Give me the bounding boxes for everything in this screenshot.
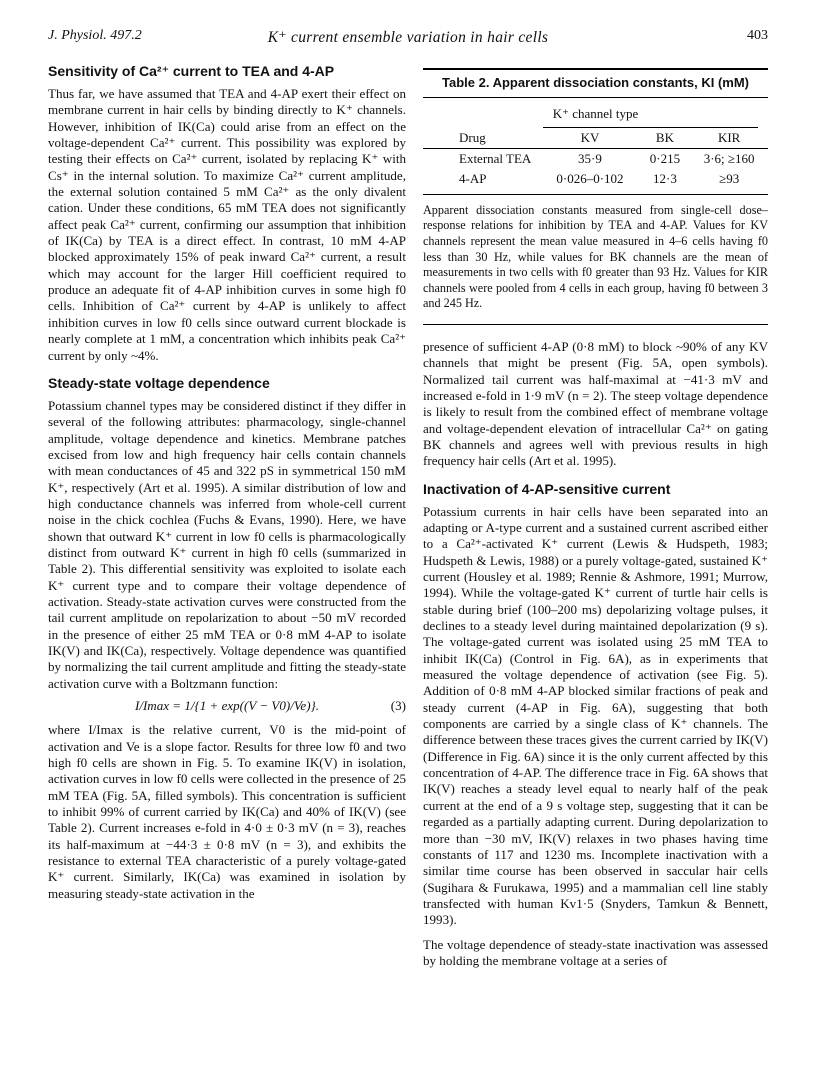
- dissociation-table: [423, 128, 768, 190]
- section-title-inactivation: Inactivation of 4-AP-sensitive current: [423, 480, 671, 497]
- left-column: [48, 62, 406, 902]
- cell-kv: 35·9: [578, 151, 602, 167]
- cell-kir: ≥93: [719, 171, 740, 187]
- table-header-row: [423, 128, 768, 148]
- section-title-calcium-sensitivity: Sensitivity of Ca²⁺ current to TEA and 4-AP: [48, 63, 335, 79]
- header-kir: KIR: [717, 129, 741, 145]
- paragraph-inactivation: Potassium currents in hair cells have been separated into an adapting or A-type current and a sustained current ascribed either to a Ca²⁺-activated K⁺ current (Lewis & Hudspeth, 1983; Hudspeth & Lewis, 1988) or a purely voltage-gated, sustained K⁺ current (Housley et al. 1989; Rennie & Ashmore, 1991; Murrow, 1994). While the voltage-gated K⁺ current of turtle hair cells is stable during brief (100–200 ms) depolarizing voltage pulses, it declines to a steady level during maintained depolarization (9 s). The voltage-gated current was isolated using 25 mM TEA to inhibit IK(Ca) (Control in Fig. 6A), as in experiments that measured the voltage dependence of activation (see Fig. 5). Addition of 0·8 mM 4-AP blocked similar fractions of peak and steady current (4-AP in Fig. 6A), suggesting that both components are carried by a single class of K⁺ channels. The difference between these traces gives the current carried by IK(V) (Difference in Fig. 6A) since it is the only current affected by this concentration of 4-AP. The difference trace in Fig. 6A shows that IK(V) reaches a steady level equal to nearly half of the peak current at the end of a 9 s voltage step, suggesting that it can be regarded as a partially adapting current. During depolarization to more than −30 mV, IK(V) relaxes in two phases having time constants of 117 and 1230 ms. Incomplete inactivation with a similar time course has been observed in saccular hair cells (Sugihara & Furukawa, 1995) and a mammalian cell line stably transfected with human Kv1·5 (Snyders, Tamkun & Bennett, 1993).: [423, 503, 768, 928]
- page-number: 403: [747, 28, 768, 43]
- table-group-header: K⁺ channel type: [552, 106, 639, 122]
- running-title: K⁺ current ensemble variation in hair cells: [267, 29, 549, 46]
- right-column: [423, 62, 768, 969]
- journal-citation: J. Physiol. 497.2: [48, 28, 142, 43]
- section-title-steady-state: Steady-state voltage dependence: [48, 374, 270, 391]
- cell-drug: External TEA: [459, 151, 532, 167]
- boltzmann-equation: [48, 698, 406, 714]
- paragraph-inactivation-2: The voltage dependence of steady-state inactivation was assessed by holding the membrane voltage at a series of: [423, 936, 768, 968]
- header-drug: Drug: [459, 129, 486, 145]
- paragraph-steady-state-cont: where I/Imax is the relative current, V0 is the mid-point of activation and Ve is a slope factor. Results for three low f0 and two high f0 cells are shown in Fig. 5. To examine IK(V) in isolation, activation curves in low f0 cells were collected in the presence of 25 mM TEA (Fig. 5A, filled symbols). This concentration is sufficient to inhibit 99% of current carried by IK(Ca) and 40% of IK(V) (see Table 2). Current increases e-fold in 4·0 ± 0·3 mV (n = 3), reaches its half-maximum at −44·3 ± 0·8 mV (n = 3), and exhibits the resistance to external TEA characteristic of a purely voltage-gated K⁺ current. Similarly, IK(Ca) was examined in isolation by measuring steady-state activation in the: [48, 722, 406, 901]
- table-footnote: Apparent dissociation constants measured from single-cell dose–response relations for inhibition by TEA and 4-AP. Values for KV channels represent the mean value measured in 4–6 cells having f0 less than 30 Hz, while values for BK channels are the mean of measurements in two cells with f0 greater than 93 Hz. Values for KIR channels were pooled from 4 cells in each group, having f0 between 3 and 245 Hz.: [423, 202, 768, 311]
- table-title: Table 2. Apparent dissociation constants, KI (mM): [442, 75, 749, 90]
- table-row: [423, 149, 768, 169]
- header-bk: BK: [655, 129, 674, 145]
- header-kv: KV: [580, 129, 600, 145]
- paragraph-steady-state: Potassium channel types may be considered distinct if they differ in several of the following attributes: pharmacology, single-channel amplitude, voltage dependence and kinetics. Membrane patches excised from low and high frequency hair cells contain channels with mean conductances of 45 and 322 pS in symmetrical 150 mM K⁺, respectively (Art et al. 1995). A similar distribution of low and high conductance channels was inferred from whole-cell current noise in the chick cochlea (Fuchs & Evans, 1990). Here, we have shown that outward K⁺ current in low f0 cells is pharmacologically distinct from outward K⁺ current in high f0 cells (summarized in Table 2). This differential sensitivity was exploited to isolate each K⁺ current type and to compare their voltage dependence of activation. Steady-state activation curves were constructed from the tail current amplitude on repolarization to about −50 mV recorded in the presence of either 25 mM TEA or 0·8 mM 4-AP to isolate IK(V) and IK(Ca), respectively. Voltage dependence was quantified by normalizing the tail current amplitude and fitting the steady-state activation curve with a Boltzmann function:: [48, 397, 406, 691]
- cell-bk: 0·215: [649, 151, 681, 167]
- table-2: [423, 68, 768, 312]
- cell-kir: 3·6; ≥160: [703, 151, 755, 167]
- cell-bk: 12·3: [653, 171, 677, 187]
- equation-number: (3): [390, 698, 406, 714]
- table-row: [423, 169, 768, 189]
- cell-drug: 4-AP: [459, 171, 487, 187]
- paragraph-continuation: presence of sufficient 4-AP (0·8 mM) to block ~90% of any KV channels that might be present (Fig. 5A, open symbols). Normalized tail current was half-maximal at −41·3 mV and increased e-fold in 1·9 mV (n = 2). The steep voltage dependence is likely to result from the combined effect of membrane voltage and voltage-dependent elevation of intracellular Ca²⁺ on gating BK channels and agrees well with previous results in high frequency hair cells (Art et al. 1995).: [423, 338, 768, 469]
- paragraph-calcium-sensitivity: Thus far, we have assumed that TEA and 4-AP exert their effect on membrane current in hair cells by binding directly to K⁺ channels. However, inhibition of IK(Ca) could arise from an effect on the voltage-dependent Ca²⁺ current. This possibility was explored by testing their effects on Ca²⁺ current, isolated by replacing K⁺ with Cs⁺ in the internal solution. To maximize Ca²⁺ current amplitude, the external solution contained 5 mM Ca²⁺ as the only divalent cation. Under these conditions, 65 mM TEA does not significantly affect peak Ca²⁺ current, confirming our assumption that inhibition of IK(Ca) by TEA is a direct effect. In contrast, 10 mM 4-AP blocked approximately 15% of peak inward Ca²⁺ current, a result which may account for the larger Hill coefficient required to produce an adequate fit of 4-AP inhibition curves in some high f0 cells. Inhibition of Ca²⁺ current by 4-AP is unlikely to affect inhibition curves in low f0 cells since outward current blockade is nearly complete at 1 mM, a concentration which inhibits peak Ca²⁺ current by only ~4%.: [48, 86, 406, 363]
- cell-kv: 0·026–0·102: [556, 171, 624, 187]
- equation-text: I/Imax = 1/{1 + exp((V − V0)/Ve)}.: [134, 698, 320, 714]
